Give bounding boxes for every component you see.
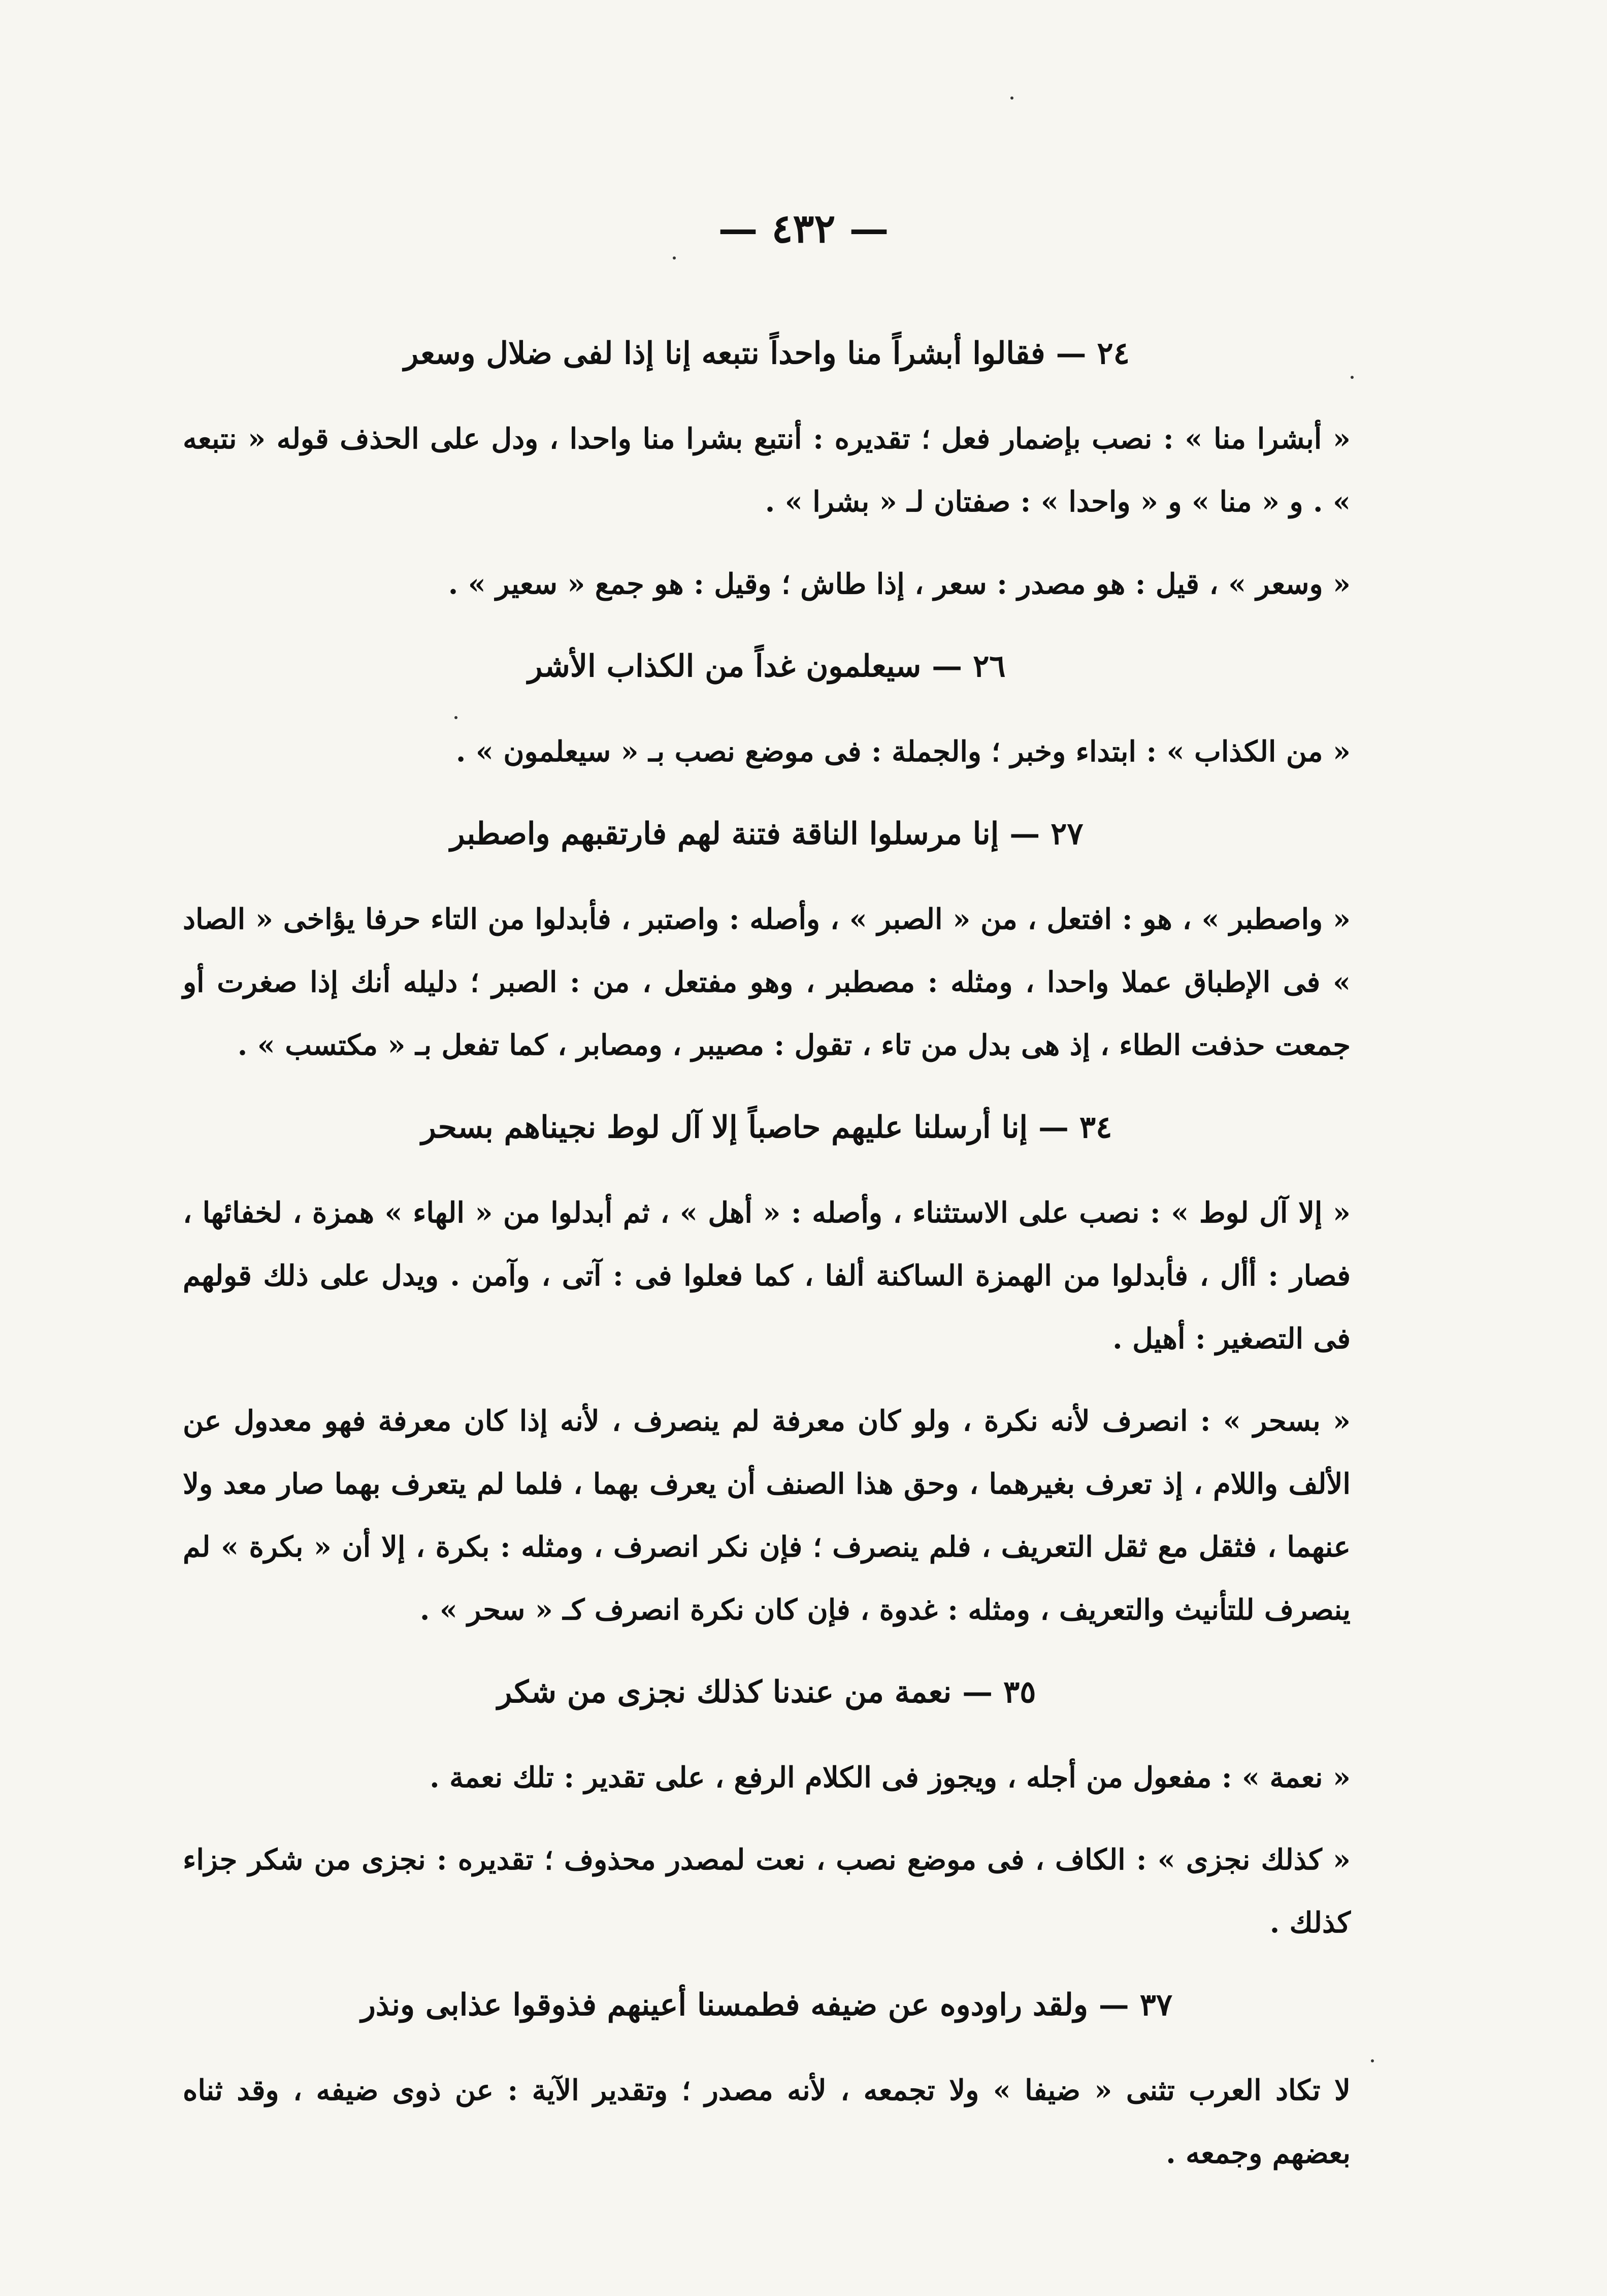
commentary-paragraph: « نعمة » : مفعول من أجله ، ويجوز فى الكلام الرفع ، على تقدير : تلك نعمة . <box>430 1761 1351 1794</box>
verse-block-35 <box>183 1664 1351 1954</box>
verse-block-26 <box>183 638 1351 783</box>
commentary-paragraph: « بسحر » : انصرف لأنه نكرة ، ولو كان معرفة لم ينصرف ، لأنه إذا كان معرفة فهو معدول عن الألف واللام ، إذ تعرف بغيرهما ، وحق هذا الصنف أن يعرف بهما ، فلما لم يتعرف بهما صار معد ولا عنهما ، فثقل مع ثقل التعريف ، فلم ينصرف ؛ فإن نكر انصرف ، ومثله : بكرة ، إلا أن « بكرة » لم ينصرف للتأنيث والتعريف ، ومثله : غدوة ، فإن كان نكرة انصرف كـ « سحر » . <box>183 1404 1351 1627</box>
commentary-paragraph: « إلا آل لوط » : نصب على الاستثناء ، وأصله : « أهل » ، ثم أبدلوا من « الهاء » همزة ، لخفائها ، فصار : أأل ، فأبدلوا من الهمزة الساكنة ألفا ، كما فعلوا فى : آتى ، وآمن . ويدل على ذلك قولهم فى التصغير : أهيل . <box>183 1196 1351 1355</box>
print-speck <box>1371 2059 1374 2062</box>
commentary-paragraph: « أبشرا منا » : نصب بإضمار فعل ؛ تقديره : أنتبع بشرا منا واحدا ، ودل على الحذف قوله « نتبعه » . و « منا » و « واحدا » : صفتان لـ « بشرا » . <box>183 422 1351 519</box>
commentary-paragraph: « وسعر » ، قيل : هو مصدر : سعر ، إذا طاش ؛ وقيل : هو جمع « سعير » . <box>448 567 1351 601</box>
commentary-paragraph: « من الكذاب » : ابتداء وخبر ؛ والجملة : فى موضع نصب بـ « سيعلمون » . <box>455 735 1351 768</box>
page-body <box>183 325 1351 2207</box>
verse-heading: ٣٥ — نعمة من عندنا كذلك نجزى من شكر <box>497 1674 1036 1710</box>
commentary-paragraph: « واصطبر » ، هو : افتعل ، من « الصبر » ، وأصله : واصتبر ، فأبدلوا من التاء حرفا يؤاخى « الصاد » فى الإطباق عملا واحدا ، ومثله : مصطبر ، وهو مفتعل ، من : الصبر ؛ دليله أنك إذا صغرت أو جمعت حذفت الطاء ، إذ هى بدل من تاء ، تقول : مصيبر ، ومصابر ، كما تفعل بـ « مكتسب » . <box>183 902 1351 1062</box>
print-speck <box>673 256 676 260</box>
verse-block-37 <box>183 1977 1351 2185</box>
verse-heading: ٣٤ — إنا أرسلنا عليهم حاصباً إلا آل لوط نجيناهم بسحر <box>421 1110 1112 1145</box>
verse-heading: ٢٧ — إنا مرسلوا الناقة فتنة لهم فارتقبهم واصطبر <box>450 816 1084 852</box>
verse-heading: ٣٧ — ولقد راودوه عن ضيفه فطمسنا أعينهم فذوقوا عذابى ونذر <box>360 1987 1173 2023</box>
verse-block-24 <box>183 325 1351 616</box>
print-speck <box>1010 96 1013 100</box>
verse-heading: ٢٤ — فقالوا أبشراً منا واحداً نتبعه إنا إذا لفى ضلال وسعر <box>404 336 1130 371</box>
verse-block-34 <box>183 1099 1351 1641</box>
verse-block-27 <box>183 805 1351 1077</box>
page-number: — ٤٣٢ — <box>718 206 889 252</box>
commentary-paragraph: « كذلك نجزى » : الكاف ، فى موضع نصب ، نعت لمصدر محذوف ؛ تقديره : نجزى من شكر جزاء كذلك . <box>183 1843 1351 1939</box>
commentary-paragraph: لا تكاد العرب تثنى « ضيفا » ولا تجمعه ، لأنه مصدر ؛ وتقدير الآية : عن ذوى ضيفه ، وقد ثناه بعضهم وجمعه . <box>183 2074 1351 2170</box>
print-speck <box>1351 376 1354 379</box>
verse-heading: ٢٦ — سيعلمون غداً من الكذاب الأشر <box>528 649 1006 684</box>
